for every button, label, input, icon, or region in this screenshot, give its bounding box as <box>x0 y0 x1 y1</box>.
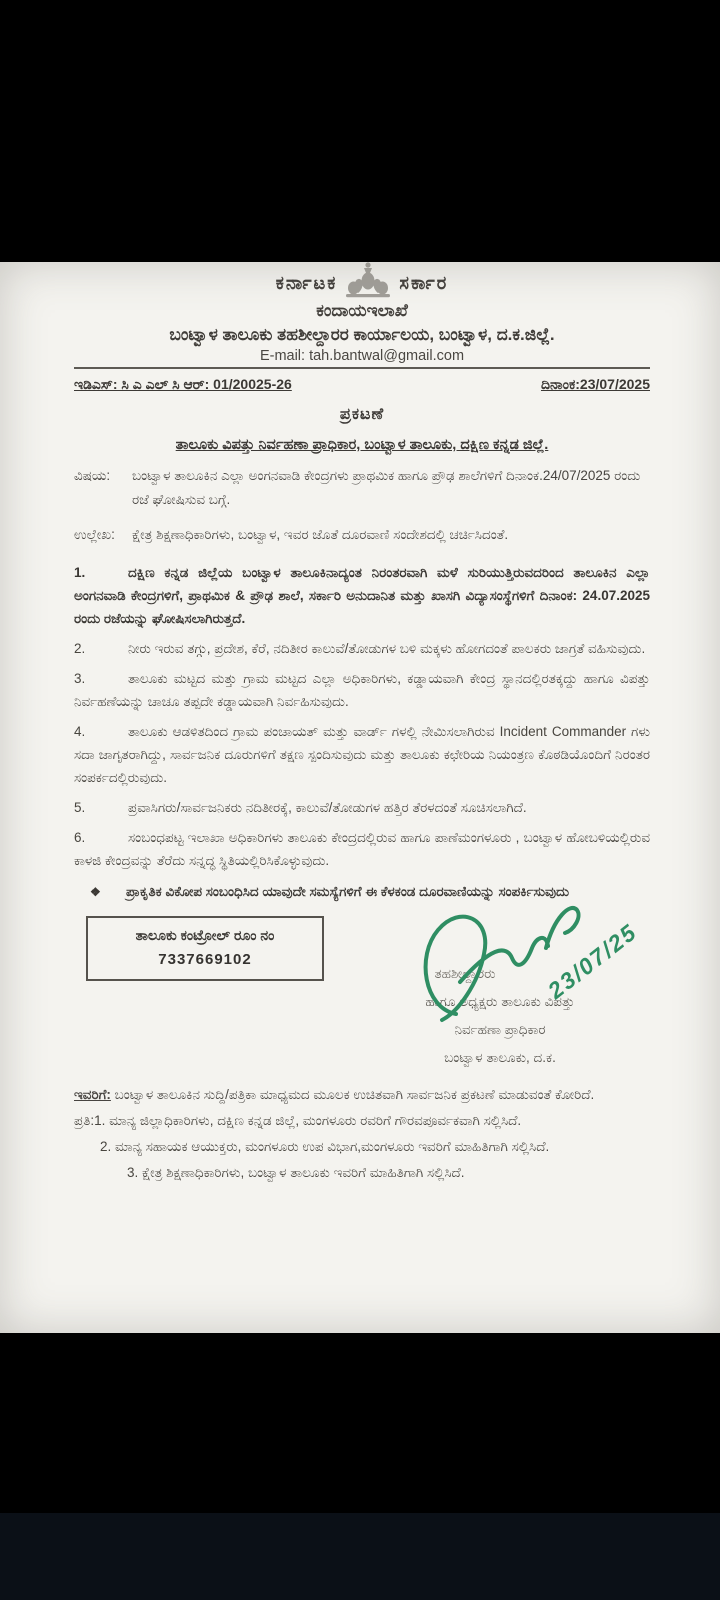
document-photo[interactable] <box>0 262 720 1333</box>
control-room-box <box>86 916 324 981</box>
contact-note-text: ಪ್ರಾಕೃತಿಕ ವಿಕೋಪ ಸಂಬಂಧಿಸಿದ ಯಾವುದೇ ಸಮಸ್ಯೆಗಳಿಗೆ ಈ ಕೆಳಕಂಡ ದೂರವಾಣಿಯನ್ನು ಸಂಪರ್ಕಿಸುವುದು <box>126 884 570 899</box>
body-paragraph-1 <box>74 561 650 630</box>
gov-word-left: ಕರ್ನಾಟಕ <box>275 272 338 293</box>
paragraph-number: 2. <box>74 641 86 656</box>
paragraph-number: 6. <box>74 830 86 845</box>
letter-date: ದಿನಾಂಕ:23/07/2025 <box>540 376 650 392</box>
office-name: ಬಂಟ್ವಾಳ ತಾಲೂಕು ತಹಶೀಲ್ದಾರರ ಕಾರ್ಯಾಲಯ, ಬಂಟ್ವಾಳ, ದ.ಕ.ಜಿಲ್ಲೆ. <box>169 325 555 344</box>
reference-number: ಇಡಿಎಸ್: ಸಿ ಎ ಎಲ್ ಸಿ ಆರ್: 01/20025-26 <box>74 376 292 392</box>
diamond-bullet-icon: ❖ <box>90 885 101 899</box>
authority-subtitle: ತಾಲೂಕು ವಿಪತ್ತು ನಿರ್ವಹಣಾ ಪ್ರಾಧಿಕಾರ, ಬಂಟ್ವಾಳ ತಾಲೂಕು, ದಕ್ಷಿಣ ಕನ್ನಡ ಜಿಲ್ಲೆ. <box>175 437 549 453</box>
paragraph-text: ಪ್ರವಾಸಿಗರು/ಸಾರ್ವಜನಿಕರು ನದಿತೀರಕ್ಕೆ, ಕಾಲುವೆ/ತೋಡುಗಳ ಹತ್ತಿರ ತೆರಳದಂತೆ ಸೂಚಿಸಲಾಗಿದೆ. <box>128 800 527 815</box>
subject-line <box>74 464 650 512</box>
copy-line-1: ಪ್ರತಿ:1. ಮಾನ್ಯ ಜಿಲ್ಲಾಧಿಕಾರಿಗಳು, ದಕ್ಷಿಣ ಕನ್ನಡ ಜಿಲ್ಲೆ, ಮಂಗಳೂರು ರವರಿಗೆ ಗೌರವಪೂರ್ವಕವಾಗಿ ಸಲ್ಲಿಸಿದೆ. <box>74 1113 522 1128</box>
paragraph-text: ದಕ್ಷಿಣ ಕನ್ನಡ ಜಿಲ್ಲೆಯ ಬಂಟ್ವಾಳ ತಾಲೂಕಿನಾದ್ಯಂತ ನಿರಂತರವಾಗಿ ಮಳೆ ಸುರಿಯುತ್ತಿರುವದರಿಂದ ತಾಲೂಕಿನ ಎಲ್ಲಾ ಅಂಗನವಾಡಿ ಕೇಂದ್ರಗಳಿಗೆ, ಪ್ರಾಥಮಿಕ & ಪ್ರೌಢ ಶಾಲೆ, ಸರ್ಕಾರಿ ಅನುದಾನಿತ ಮತ್ತು ಖಾಸಗಿ ವಿದ್ಯಾಸಂಸ್ಥೆಗಳಿಗೆ ದಿನಾಂಕ: 24.07.2025 ರಂದು ರಜೆಯನ್ನು ಘೋಷಿಸಲಾಗಿರುತ್ತದೆ. <box>74 565 650 626</box>
reference-text: ಕ್ಷೇತ್ರ ಶಿಕ್ಷಣಾಧಿಕಾರಿಗಳು, ಬಂಟ್ವಾಳ, ಇವರ ಜೊತೆ ದೂರವಾಣಿ ಸಂದೇಶದಲ್ಲಿ ಚರ್ಚಿಸಿದಂತೆ. <box>132 527 509 542</box>
control-room-number: 7337669102 <box>158 951 252 968</box>
to-label: ಇವರಿಗೆ: <box>74 1087 111 1102</box>
body-paragraph-4 <box>74 720 650 789</box>
document-content <box>0 262 720 1185</box>
copy-line-3: 3. ಕ್ಷೇತ್ರ ಶಿಕ್ಷಣಾಧಿಕಾರಿಗಳು, ಬಂಟ್ವಾಳ ತಾಲೂಕು ಇವರಿಗೆ ಮಾಹಿತಿಗಾಗಿ ಸಲ್ಲಿಸಿದೆ. <box>127 1165 465 1180</box>
body-paragraph-6 <box>74 826 650 872</box>
notice-title: ಪ್ರಕಟಣೆ <box>339 406 385 423</box>
reference-row <box>74 376 650 393</box>
karnataka-emblem-icon <box>345 260 391 300</box>
copy-line-2: 2. ಮಾನ್ಯ ಸಹಾಯಕ ಆಯುಕ್ತರು, ಮಂಗಳೂರು ಉಪ ವಿಭಾಗ,ಮಂಗಳೂರು ಇವರಿಗೆ ಮಾಹಿತಿಗಾಗಿ ಸಲ್ಲಿಸಿದೆ. <box>100 1139 550 1154</box>
to-text: ಬಂಟ್ವಾಳ ತಾಲೂಕಿನ ಸುದ್ದಿ/ಪತ್ರಿಕಾ ಮಾಧ್ಯಮದ ಮೂಲಕ ಉಚಿತವಾಗಿ ಸಾರ್ವಜನಿಕ ಪ್ರಕಟಣೆ ಮಾಡುವಂತೆ ಕೋರಿದೆ. <box>110 1087 595 1102</box>
body-paragraph-2 <box>74 637 650 660</box>
signature-date: 23/07/25 <box>543 918 643 1004</box>
reference-line <box>74 523 650 547</box>
control-room-label: ತಾಲೂಕು ಕಂಟ್ರೋಲ್ ರೂಂ ನಂ <box>135 927 275 943</box>
paragraph-text: ತಾಲೂಕು ಆಡಳಿತದಿಂದ ಗ್ರಾಮ ಪಂಚಾಯತ್ ಮತ್ತು ವಾರ್ಡ್ ಗಳಲ್ಲಿ ನೇಮಿಸಲಾಗಿರುವ Incident Commander ಗಳು ಸದಾ ಜಾಗೃತರಾಗಿದ್ದು, ಸಾರ್ವಜನಿಕ ದೂರುಗಳಿಗೆ ತಕ್ಷಣ ಸ್ಪಂದಿಸುವುದು ಮತ್ತು ತಾಲೂಕು ಕಛೇರಿಯ ನಿಯಂತ್ರಣ ಕೊಠಡಿಯೊಂದಿಗೆ ನಿರಂತರ ಸಂಪರ್ಕದಲ್ಲಿರುವುದು. <box>74 724 650 785</box>
reference-label: ಉಲ್ಲೇಖ: <box>74 527 115 542</box>
designation-line-2: ಹಾಗೂ ಅಧ್ಯಕ್ಷರು ತಾಲೂಕು ವಿಪತ್ತು <box>425 994 575 1009</box>
body-paragraph-5 <box>74 796 650 819</box>
paragraph-number: 5. <box>74 800 86 815</box>
email-line: E-mail: tah.bantwal@gmail.com <box>74 348 650 369</box>
bottom-navigation-area[interactable] <box>0 1513 720 1600</box>
distribution-to <box>74 1082 650 1107</box>
paragraph-text: ಸಂಬಂಧಪಟ್ಟ ಇಲಾಖಾ ಅಧಿಕಾರಿಗಳು ತಾಲೂಕು ಕೇಂದ್ರದಲ್ಲಿರುವ ಹಾಗೂ ಪಾಣೆಮಂಗಳೂರು , ಬಂಟ್ವಾಳ ಹೋಬಳಿಯಲ್ಲಿರುವ ಕಾಳಜಿ ಕೇಂದ್ರವನ್ನು ತೆರೆದು ಸನ್ನದ್ಧ ಸ್ಥಿತಿಯಲ್ಲಿರಿಸಿಕೊಳ್ಳುವುದು. <box>74 830 650 868</box>
designation-line-4: ಬಂಟ್ವಾಳ ತಾಲೂಕು, ದ.ಕ. <box>444 1050 556 1065</box>
body-paragraph-3 <box>74 667 650 713</box>
letterhead-government-line <box>74 266 650 300</box>
gov-word-right: ಸರ್ಕಾರ <box>399 272 449 293</box>
paragraph-number: 4. <box>74 724 86 739</box>
subject-text: ಬಂಟ್ವಾಳ ತಾಲೂಕಿನ ಎಲ್ಲಾ ಅಂಗನವಾಡಿ ಕೇಂದ್ರಗಳು ಪ್ರಾಥಮಿಕ ಹಾಗೂ ಪ್ರೌಢ ಶಾಲೆಗಳಿಗೆ ದಿನಾಂಕ.24/07/2025 ರಂದು ರಜೆ ಘೋಷಿಸುವ ಬಗ್ಗೆ. <box>132 468 641 507</box>
designation-line-3: ನಿರ್ವಹಣಾ ಪ್ರಾಧಿಕಾರ <box>454 1022 546 1037</box>
paragraph-text: ತಾಲೂಕು ಮಟ್ಟದ ಮತ್ತು ಗ್ರಾಮ ಮಟ್ಟದ ಎಲ್ಲಾ ಅಧಿಕಾರಿಗಳು, ಕಡ್ಡಾಯವಾಗಿ ಕೇಂದ್ರ ಸ್ಥಾನದಲ್ಲಿರತಕ್ಕದ್ದು ಹಾಗೂ ವಿಪತ್ತು ನಿರ್ವಹಣೆಯನ್ನು ಚಾಚೂ ತಪ್ಪದೇ ಕಡ್ಡಾಯವಾಗಿ ನಿರ್ವಹಿಸುವುದು. <box>74 671 650 709</box>
department-name: ಕಂದಾಯಇಲಾಖೆ <box>316 301 408 320</box>
paragraph-number: 1. <box>74 565 86 580</box>
paragraph-text: ನೀರು ಇರುವ ತಗ್ಗು, ಪ್ರದೇಶ, ಕೆರೆ, ನದಿತೀರ ಕಾಲುವೆ/ತೋಡುಗಳ ಬಳಿ ಮಕ್ಕಳು ಹೋಗದಂತೆ ಪಾಲಕರು ಜಾಗ್ರತೆ ವಹಿಸುವುದು. <box>128 641 646 656</box>
paragraph-number: 3. <box>74 671 86 686</box>
designation-line-1: ತಹಶೀಲ್ದಾರರು <box>434 966 496 981</box>
subject-label: ವಿಷಯ: <box>74 468 111 483</box>
signature-area <box>74 908 650 1080</box>
